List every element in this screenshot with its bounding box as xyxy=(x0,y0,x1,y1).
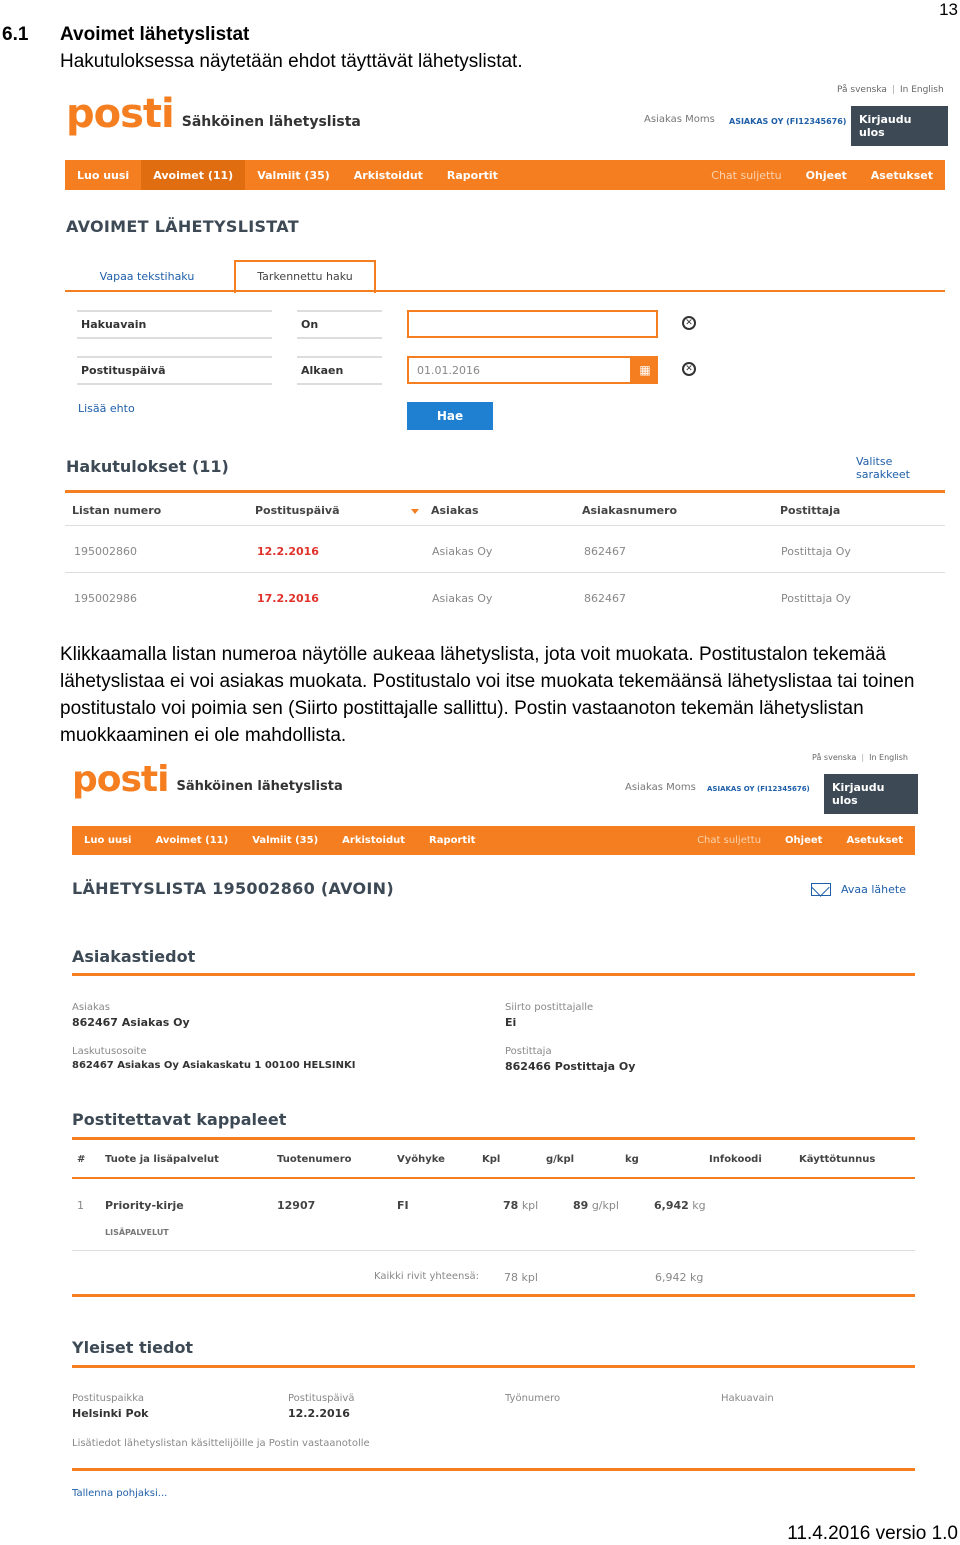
open-send-link[interactable]: Avaa lähete xyxy=(841,883,906,896)
results-title: Hakutulokset (11) xyxy=(66,457,229,476)
item-product: Priority-kirje xyxy=(105,1199,184,1212)
billing-value: 862467 Asiakas Oy Asiakaskatu 1 00100 HELSINKI xyxy=(72,1060,356,1071)
items-section-title: Postitettavat kappaleet xyxy=(72,1110,287,1129)
item-index: 1 xyxy=(77,1199,84,1212)
save-template-link[interactable]: Tallenna pohjaksi... xyxy=(72,1488,168,1499)
search-button[interactable]: Hae xyxy=(407,402,493,430)
sender-label: Postittaja xyxy=(505,1046,552,1057)
nav-new[interactable]: Luo uusi xyxy=(77,168,130,182)
nav-ready[interactable]: Valmiit (35) xyxy=(252,835,319,846)
product-name: Sähköinen lähetyslista xyxy=(176,779,343,794)
item-g-unit: g/kpl xyxy=(591,1199,619,1212)
general-section-title: Yleiset tiedot xyxy=(72,1338,194,1357)
nav-ready[interactable]: Valmiit (35) xyxy=(257,168,330,182)
section-title: Avoimet lähetyslistat xyxy=(60,24,250,45)
tab-free-search[interactable]: Vapaa tekstihaku xyxy=(99,270,195,283)
lang-en-link[interactable]: | In English xyxy=(856,753,908,762)
item-kg xyxy=(654,1199,706,1212)
notes-label: Lisätiedot lähetyslistan käsittelijöille ja Postin vastaanotolle xyxy=(72,1438,370,1449)
total-qty: 78 kpl xyxy=(504,1271,538,1284)
filter-op-1[interactable]: On xyxy=(297,310,382,339)
lang-sv-link[interactable]: På svenska xyxy=(812,753,857,762)
item-kg-unit: kg xyxy=(692,1199,706,1212)
main-nav xyxy=(65,160,945,190)
col-product-no: Tuotenumero xyxy=(277,1154,352,1165)
screenshot-detail xyxy=(68,748,918,1510)
nav-archived[interactable]: Arkistoidut xyxy=(353,168,423,182)
filter-value-2[interactable]: 01.01.2016 xyxy=(407,356,632,384)
row2-number[interactable]: 195002986 xyxy=(74,592,137,605)
nav-archived[interactable]: Arkistoidut xyxy=(342,835,406,846)
col-qty: Kpl xyxy=(482,1154,501,1165)
page-number: 13 xyxy=(939,0,958,19)
nav-new[interactable]: Luo uusi xyxy=(84,835,132,846)
calendar-icon[interactable]: ▦ xyxy=(632,356,658,384)
col-product: Tuote ja lisäpalvelut xyxy=(105,1154,219,1165)
user-name: Asiakas Moms xyxy=(625,782,696,793)
item-kg-value: 6,942 xyxy=(654,1199,689,1212)
item-qty-value: 78 xyxy=(503,1199,519,1212)
nav-open[interactable]: Avoimet (11) xyxy=(155,835,229,846)
customer-value: 862467 Asiakas Oy xyxy=(72,1016,190,1029)
transfer-label: Siirto postittajalle xyxy=(505,1002,594,1013)
language-switch xyxy=(837,85,944,95)
logo-mark: posti xyxy=(72,759,169,800)
add-filter-link[interactable]: Lisää ehto xyxy=(78,402,135,415)
filter-value-1[interactable] xyxy=(407,310,658,338)
nav-reports[interactable]: Raportit xyxy=(446,168,498,182)
item-g-value: 89 xyxy=(573,1199,589,1212)
item-extra-services[interactable]: LISÄPALVELUT xyxy=(105,1228,169,1237)
post-office-value: Helsinki Pok xyxy=(72,1407,149,1420)
nav-open[interactable]: Avoimet (11) xyxy=(141,160,245,190)
logo-mark: posti xyxy=(66,91,174,137)
item-qty xyxy=(503,1199,538,1212)
main-nav xyxy=(72,826,915,855)
col-sender[interactable]: Postittaja xyxy=(780,504,841,517)
choose-columns-link[interactable]: Valitse sarakkeet xyxy=(856,455,910,481)
language-switch xyxy=(812,753,908,762)
post-date-label: Postituspäivä xyxy=(288,1393,355,1404)
user-name: Asiakas Moms xyxy=(644,114,715,125)
row2-date: 17.2.2016 xyxy=(257,592,319,605)
lang-en-link[interactable]: | In English xyxy=(887,85,944,95)
col-infocode: Infokoodi xyxy=(709,1154,762,1165)
row1-sender: Postittaja Oy xyxy=(781,545,851,558)
screenshot-search xyxy=(62,80,948,610)
footer-version: 11.4.2016 versio 1.0 xyxy=(787,1523,958,1544)
row2-customer: Asiakas Oy xyxy=(432,592,493,605)
transfer-value: Ei xyxy=(505,1016,517,1029)
col-g-per: g/kpl xyxy=(546,1154,575,1165)
total-label: Kaikki rivit yhteensä: xyxy=(374,1271,480,1282)
account-link[interactable]: ASIAKAS OY (FI12345676) xyxy=(729,117,847,126)
section-intro: Hakutuloksessa näytetään ehdot täyttävät lähetyslistat. xyxy=(60,51,523,72)
nav-chat[interactable]: Chat suljettu xyxy=(697,835,762,846)
col-user-id: Käyttötunnus xyxy=(799,1154,876,1165)
post-date-value: 12.2.2016 xyxy=(288,1407,350,1420)
row1-number[interactable]: 195002860 xyxy=(74,545,137,558)
posti-logo xyxy=(72,759,343,800)
item-g-per xyxy=(573,1199,619,1212)
total-kg: 6,942 kg xyxy=(655,1271,704,1284)
col-zone: Vyöhyke xyxy=(397,1154,445,1165)
row1-customer: Asiakas Oy xyxy=(432,545,493,558)
nav-help[interactable]: Ohjeet xyxy=(805,168,847,182)
col-list-number[interactable]: Listan numero xyxy=(72,504,162,517)
row1-date: 12.2.2016 xyxy=(257,545,319,558)
nav-help[interactable]: Ohjeet xyxy=(785,835,823,846)
sort-desc-icon[interactable] xyxy=(411,509,419,514)
nav-reports[interactable]: Raportit xyxy=(429,835,476,846)
item-qty-unit: kpl xyxy=(521,1199,539,1212)
section-number: 6.1 xyxy=(2,24,29,45)
product-name: Sähköinen lähetyslista xyxy=(181,114,361,130)
col-post-date[interactable]: Postituspäivä xyxy=(255,504,340,517)
col-index: # xyxy=(77,1154,86,1165)
customer-label: Asiakas xyxy=(72,1002,110,1013)
filter-field-1[interactable]: Hakuavain xyxy=(77,310,272,339)
posti-logo xyxy=(66,91,361,137)
lang-sv-link[interactable]: På svenska xyxy=(837,85,887,95)
page-title: AVOIMET LÄHETYSLISTAT xyxy=(66,217,299,236)
logout-button[interactable]: Kirjaudu ulos xyxy=(851,106,948,146)
tab-advanced-search[interactable]: Tarkennettu haku xyxy=(234,260,376,293)
account-link[interactable]: ASIAKAS OY (FI12345676) xyxy=(707,785,810,793)
billing-label: Laskutusosoite xyxy=(72,1046,147,1057)
item-zone: FI xyxy=(397,1199,409,1212)
nav-settings[interactable]: Asetukset xyxy=(846,835,903,846)
col-customer-number[interactable]: Asiakasnumero xyxy=(582,504,678,517)
nav-settings[interactable]: Asetukset xyxy=(870,168,933,182)
search-key-label: Hakuavain xyxy=(721,1393,774,1404)
nav-chat[interactable]: Chat suljettu xyxy=(711,168,782,182)
filter-op-2[interactable]: Alkaen xyxy=(297,356,382,385)
row2-sender: Postittaja Oy xyxy=(781,592,851,605)
close-circle-icon[interactable]: ✕ xyxy=(682,316,696,330)
body-paragraph: Klikkaamalla listan numeroa näytölle aukeaa lähetyslista, jota voit muokata. Postitustalon tekemää lähetyslistaa ei voi asiakas muokata. Postitustalo voi itse muokata tekemäänsä lähetyslistaa tai toinen postitustalo voi poimia sen (Siirto postittajalle sallittu). Postin vastaanoton tekemän lähetyslistan muokkaaminen ei ole mahdollista. xyxy=(60,644,915,746)
row2-customer-no: 862467 xyxy=(584,592,626,605)
customer-section-title: Asiakastiedot xyxy=(72,947,196,966)
row1-customer-no: 862467 xyxy=(584,545,626,558)
page-title: LÄHETYSLISTA 195002860 (AVOIN) xyxy=(72,879,394,898)
work-no-label: Työnumero xyxy=(505,1393,561,1404)
close-circle-icon[interactable]: ✕ xyxy=(682,362,696,376)
sender-value: 862466 Postittaja Oy xyxy=(505,1060,636,1073)
item-product-no: 12907 xyxy=(277,1199,316,1212)
logout-button[interactable]: Kirjaudu ulos xyxy=(824,774,918,814)
col-customer[interactable]: Asiakas xyxy=(431,504,479,517)
mail-icon[interactable] xyxy=(811,883,831,896)
col-kg: kg xyxy=(625,1154,639,1165)
post-office-label: Postituspaikka xyxy=(72,1393,144,1404)
filter-field-2[interactable]: Postituspäivä xyxy=(77,356,272,385)
